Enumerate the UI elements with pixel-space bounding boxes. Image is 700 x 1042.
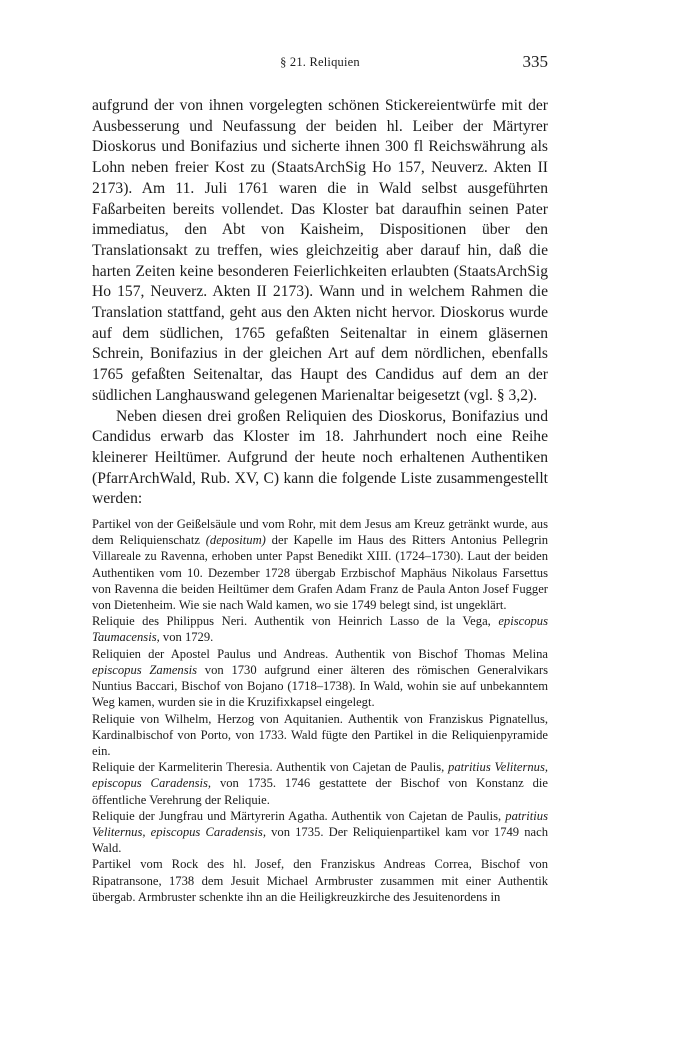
item-text: von 1730 aufgrund einer älteren des römischen Generalvikars Nuntius Baccari, Bischof von Bojano (1718–1738). In Wald, wohin sie auf unbekanntem Weg kamen, wurden sie in die Kruzifixkapsel eingelegt. bbox=[92, 662, 548, 710]
list-item bbox=[92, 646, 548, 711]
list-item bbox=[92, 613, 548, 645]
item-text: Reliquie des Philippus Neri. Authentik von Heinrich Lasso de la Vega, bbox=[92, 614, 499, 629]
item-italic: (depositum) bbox=[205, 533, 266, 548]
item-text: von 1735. 1746 gestattete der Bischof von Konstanz die öffentliche Verehrung der Reliquie. bbox=[92, 776, 549, 807]
item-text: von 1729. bbox=[159, 630, 214, 645]
item-italic: episcopus Zamensis bbox=[92, 662, 198, 677]
item-italic: episcopus Taumacensis, bbox=[92, 614, 548, 645]
item-italic: patritius Veliternus, episcopus Caradensis, bbox=[92, 760, 548, 791]
body-paragraph: aufgrund der von ihnen vorgelegten schönen Stickereientwürfe mit der Ausbesserung und Neufassung der beiden hl. Leiber der Märtyrer Dioskorus und Bonifazius und sicherte ihnen 300 fl Reichswährung als Lohn neben freier Kost zu (StaatsArchSig Ho 157, Neuverz. Akten II 2173). Am 11. Juli 1761 waren die in Wald selbst ausgeführten Faßarbeiten bereits vollendet. Das Kloster bat daraufhin seinen Pater immediatus, den Abt von Kaisheim, Dispositionen über den Translationsakt zu treffen, wies gleichzeitig aber darauf hin, daß die harten Zeiten keine besonderen Feierlichkeiten erlaubten (StaatsArchSig Ho 157, Neuverz. Akten II 2173). Wann und in welchem Rahmen die Translation stattfand, geht aus den Akten nicht hervor. Dioskorus wurde auf dem südlichen, 1765 gefaßten Seitenaltar in einem gläsernen Schrein, Bonifazius in der gleichen Art auf dem nördlichen, ebenfalls 1765 gefaßten Seitenaltar, das Haupt des Candidus auf dem an der südlichen Langhauswand gelegenen Marienaltar beigesetzt (vgl. § 3,2). bbox=[92, 97, 548, 404]
body-paragraph: Neben diesen drei großen Reliquien des Dioskorus, Bonifazius und Candidus erwarb das Kloster im 18. Jahrhundert noch eine Reihe kleinerer Heiltümer. Aufgrund der heute noch erhaltenen Authentiken (PfarrArchWald, Rub. XV, C) kann die folgende Liste zusammengestellt werden: bbox=[92, 407, 548, 508]
page-number: 335 bbox=[522, 52, 548, 71]
item-text: Reliquie der Karmeliterin Theresia. Authentik von Cajetan de Paulis, bbox=[92, 760, 449, 775]
item-italic: patritius Veliternus, episcopus Caradensis, bbox=[92, 808, 548, 839]
item-text: Reliquien der Apostel Paulus und Andreas. Authentik von Bischof Thomas Melina bbox=[92, 646, 548, 661]
list-item: Reliquie von Wilhelm, Herzog von Aquitanien. Authentik von Franziskus Pignatellus, Kardinalbischof von Porto, von 1733. Wald fügte den Partikel in die Reliquienpyramide ein. bbox=[92, 711, 548, 758]
main-text bbox=[92, 96, 548, 905]
item-text: der Kapelle im Haus des Ritters Antonius Pellegrin Villareale zu Ravenna, erhoben unter Papst Benedikt XIII. (1724–1730). Laut der beiden Authentiken vom 10. Dezember 1728 übergab Erzbischof Maphäus Nikolaus Farsettus von Ravenna die beiden Heiltümer dem Grafen Adam Franz de Paula Anton Josef Fugger von Dietenheim. Wie sie nach Wald kamen, wo sie 1749 belegt sind, ist ungeklärt. bbox=[92, 533, 548, 613]
list-item bbox=[92, 759, 548, 808]
relic-list bbox=[92, 516, 548, 905]
item-text: Partikel von der Geißelsäule und vom Rohr, mit dem Jesus am Kreuz getränkt wurde, aus dem Reliquienschatz bbox=[92, 517, 548, 548]
list-item bbox=[92, 808, 548, 857]
list-item: Partikel vom Rock des hl. Josef, den Franziskus Andreas Correa, Bischof von Ripatransone, 1738 dem Jesuit Michael Armbruster zusammen mit einer Authentik übergab. Armbruster schenkte ihn an die Heiligkreuzkirche des Jesuitenordens in bbox=[92, 857, 548, 904]
running-header bbox=[92, 52, 548, 76]
item-text: Reliquie der Jungfrau und Märtyrerin Agatha. Authentik von Cajetan de Paulis, bbox=[92, 808, 506, 823]
list-item bbox=[92, 516, 548, 613]
section-title: § 21. Reliquien bbox=[280, 55, 360, 69]
item-text: von 1735. Der Reliquienpartikel kam vor 1749 nach Wald. bbox=[92, 824, 549, 856]
